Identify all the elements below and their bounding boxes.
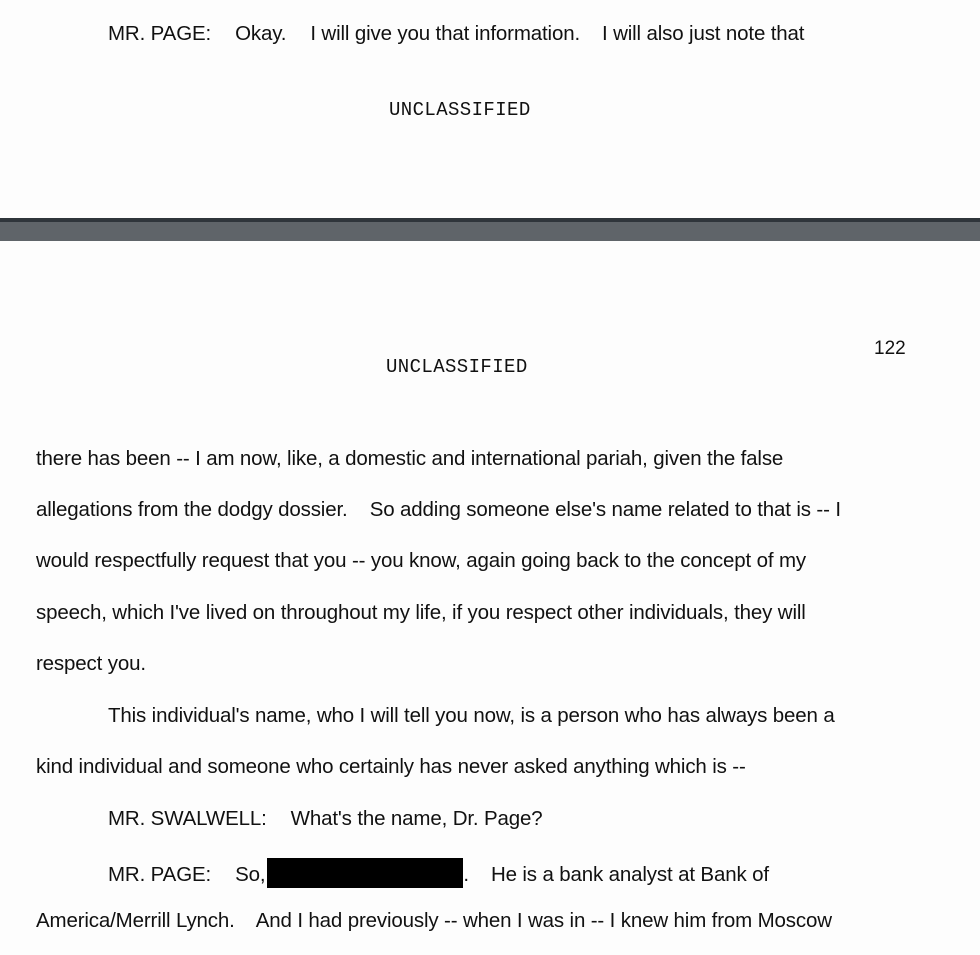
transcript-line (108, 807, 543, 831)
transcript-line: America/Merrill Lynch. And I had previously -- when I was in -- I knew him from Moscow (36, 909, 832, 932)
transcript-line (108, 858, 769, 888)
transcript-line: This individual's name, who I will tell you now, is a person who has always been a (108, 704, 835, 727)
spoken-text: What's the name, Dr. Page? (290, 807, 543, 830)
classification-marking: UNCLASSIFIED (386, 356, 528, 378)
redaction-block (267, 858, 463, 888)
spoken-text: . (463, 863, 469, 886)
spoken-text: I will also just note that (602, 22, 805, 45)
spoken-text: So, (235, 863, 266, 886)
spoken-text: He is a bank analyst at Bank of (490, 863, 769, 886)
transcript-line: kind individual and someone who certainly has never asked anything which is -- (36, 755, 746, 778)
speaker-label: MR. PAGE: (108, 22, 212, 45)
transcript-page-bottom (0, 241, 980, 955)
transcript-line: there has been -- I am now, like, a domestic and international pariah, given the false (36, 447, 784, 470)
speaker-label: MR. SWALWELL: (108, 807, 267, 830)
transcript-line: respect you. (36, 652, 146, 675)
transcript-page-top (0, 0, 980, 218)
transcript-line: allegations from the dodgy dossier. So adding someone else's name related to that is -- I (36, 498, 841, 521)
transcript-line: speech, which I've lived on throughout my life, if you respect other individuals, they will (36, 601, 806, 624)
transcript-line (108, 22, 804, 46)
spoken-text: I will give you that information. (310, 22, 580, 45)
classification-marking: UNCLASSIFIED (389, 99, 531, 121)
speaker-label: MR. PAGE: (108, 863, 212, 886)
page-divider (0, 218, 980, 241)
spoken-text: Okay. (235, 22, 287, 45)
transcript-line: would respectfully request that you -- you know, again going back to the concept of my (36, 549, 806, 572)
page-number: 122 (874, 338, 906, 359)
